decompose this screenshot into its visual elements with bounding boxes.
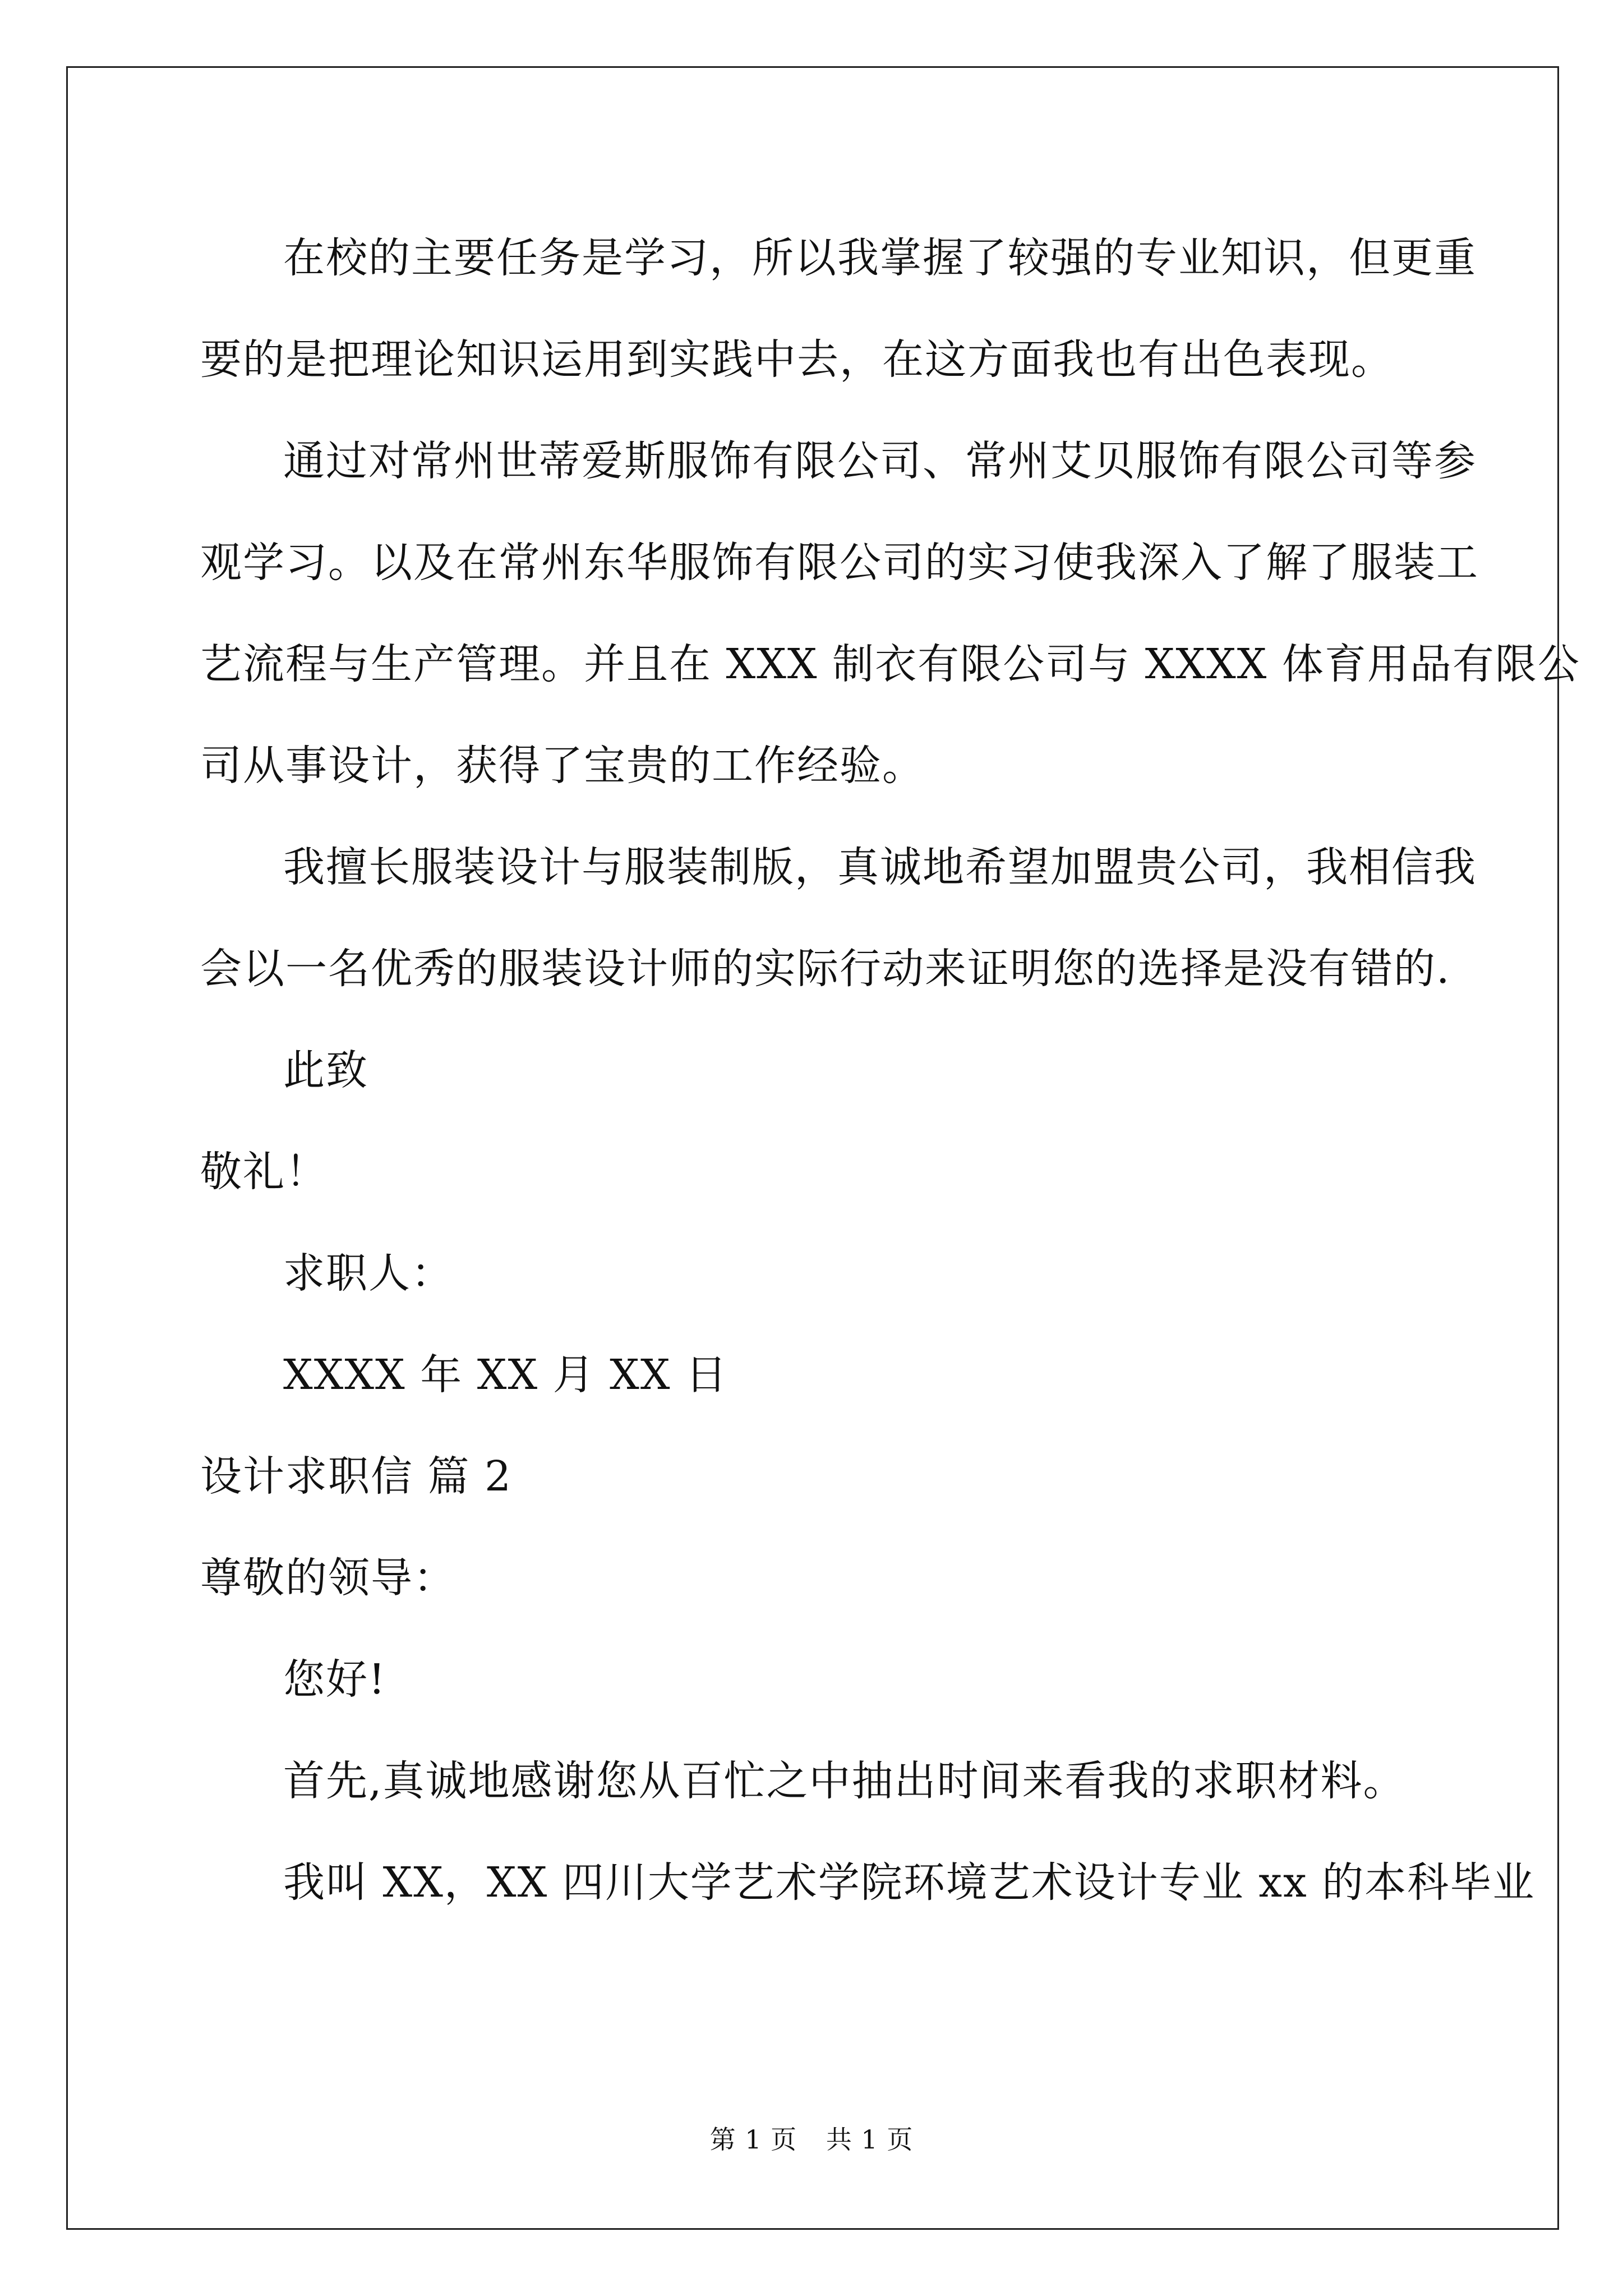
page-number: 第 1 页 — [709, 2124, 797, 2155]
paragraph-line: 司从事设计，获得了宝贵的工作经验。 — [200, 742, 925, 790]
paragraph-line: 在校的主要任务是学习，所以我掌握了较强的专业知识，但更重 — [283, 234, 1477, 282]
paragraph-line: 通过对常州世蒂爱斯服饰有限公司、常州艾贝服饰有限公司等参 — [283, 437, 1477, 485]
greeting: 尊敬的领导： — [200, 1554, 456, 1602]
closing-salutation: 此致 — [283, 1046, 368, 1094]
paragraph-line: 会以一名优秀的服装设计师的实际行动来证明您的选择是没有错的. — [200, 945, 1451, 993]
letter-date: XXXX 年 XX 月 XX 日 — [283, 1351, 728, 1399]
page-total: 共 1 页 — [826, 2124, 914, 2155]
paragraph-line: 首先,真诚地感谢您从百忙之中抽出时间来看我的求职材料。 — [283, 1757, 1406, 1805]
applicant-signature: 求职人： — [283, 1249, 454, 1297]
paragraph-line: 我擅长服装设计与服装制版，真诚地希望加盟贵公司，我相信我 — [283, 843, 1477, 891]
paragraph-line: 观学习。以及在常州东华服饰有限公司的实习使我深入了解了服装工 — [200, 539, 1479, 587]
section-heading: 设计求职信 篇 2 — [200, 1452, 513, 1501]
closing-regards: 敬礼！ — [200, 1148, 328, 1196]
page-footer — [0, 2119, 1623, 2156]
document-body — [200, 208, 1580, 1934]
paragraph-line: 我叫 XX，XX 四川大学艺术学院环境艺术设计专业 xx 的本科毕业 — [283, 1858, 1536, 1907]
paragraph-line: 要的是把理论知识运用到实践中去，在这方面我也有出色表现。 — [200, 335, 1394, 384]
paragraph-line: 艺流程与生产管理。并且在 XXX 制衣有限公司与 XXXX 体育用品有限公 — [200, 640, 1580, 688]
greeting-hello: 您好! — [283, 1655, 386, 1704]
